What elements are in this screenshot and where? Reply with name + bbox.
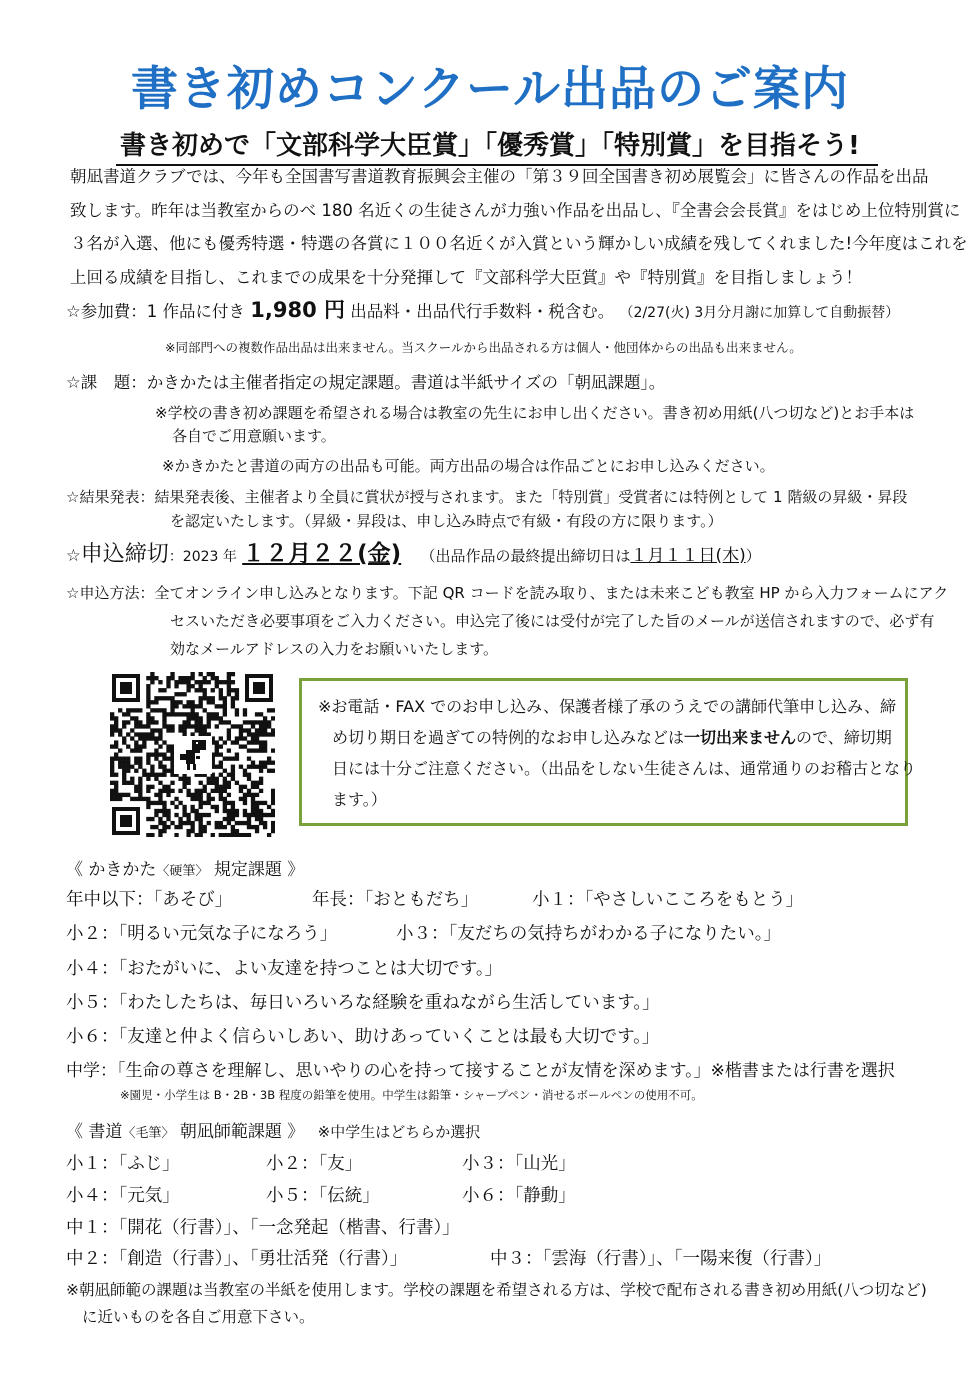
topic-text: かきかたは主催者指定の規定課題。書道は半紙サイズの「朝凪課題」。 bbox=[146, 373, 666, 392]
method-label: ☆申込方法： bbox=[66, 584, 155, 602]
result-label: ☆結果発表： bbox=[66, 488, 155, 506]
notice-line: ※お電話・FAX でのお申し込み、保護者様了承のうえでの講師代筆申し込み、締 bbox=[318, 697, 897, 716]
kakikata-item: 小６：「友達と仲よく信らいしあい、助けあっていくことは最も大切です。」 bbox=[66, 1027, 660, 1047]
kakikata-heading: 《 かきかた〈硬筆〉 規定課題 》 bbox=[66, 860, 305, 880]
kakikata-item: 小３：「友だちの気持ちがわかる子になりたい。」 bbox=[396, 924, 781, 944]
shodo-item: 中１：「開花（行書）」、「一念発起（楷書、行書）」 bbox=[66, 1218, 460, 1238]
shodo-row bbox=[66, 1243, 831, 1276]
shodo-item: 小４：「元気」 bbox=[66, 1186, 180, 1206]
shodo-item: 中２：「創造（行書）」、「勇壮活発（行書）」 bbox=[66, 1249, 408, 1269]
kakikata-note: ※園児・小学生は B・2B・3B 程度の鉛筆を使用。中学生は鉛筆・シャープペン・消せるボールペンの使用不可。 bbox=[120, 1088, 703, 1102]
fee-label: ☆参加費：1 作品に付き bbox=[66, 302, 246, 321]
topic-note: ※学校の書き初め課題を希望される場合は教室の先生にお申し出ください。書き初め用紙(八つ切など)とお手本は bbox=[155, 404, 915, 422]
deadline-year: ：2023 年 bbox=[168, 549, 237, 565]
kakikata-item: 年中以下：「あそび」 bbox=[66, 890, 233, 910]
kakikata-item: 年長：「おともだち」 bbox=[312, 890, 479, 910]
shodo-row bbox=[66, 1148, 576, 1181]
shodo-heading: 《 書道〈毛筆〉 朝凪師範課題 》 ※中学生はどちらか選択 bbox=[66, 1122, 481, 1142]
result-line2: を認定いたします。（昇級・昇段は、申し込み時点で有級・有段の方に限ります。） bbox=[170, 512, 723, 530]
kakikata-item: 中学：「生命の尊さを理解し、思いやりの心を持って接することが友情を深めます。」※楷書または行書を選択 bbox=[66, 1061, 895, 1081]
kakikata-item: 小２：「明るい元気な子になろう」 bbox=[66, 924, 338, 944]
deadline-note: （出品作品の最終提出締切日は１月１１日(木)） bbox=[420, 546, 761, 566]
topic-label: ☆課 題： bbox=[66, 373, 147, 392]
fee-note: （2/27(火) 3月分月謝に加算して自動振替） bbox=[619, 305, 900, 321]
notice-emphasis: 一切出来ません bbox=[684, 728, 797, 747]
shodo-heading-note: ※中学生はどちらか選択 bbox=[317, 1123, 481, 1141]
notice-line: め切り期日を過ぎての特例的なお申し込みなどは一切出来ませんので、締切期 bbox=[332, 728, 892, 747]
fee-line bbox=[66, 296, 899, 326]
method-line1: ☆申込方法：全てオンライン申し込みとなります。下記 QR コードを読み取り、または未来こども教室 HP から入力フォームにアク bbox=[66, 584, 949, 602]
shodo-note: ※朝凪師範の課題は当教室の半紙を使用します。学校の課題を希望される方は、学校で配布される書き初め用紙(八つ切など) bbox=[66, 1281, 927, 1299]
shodo-note-cont: に近いものを各自ご用意下さい。 bbox=[82, 1308, 315, 1326]
fee-amount: 1,980 円 bbox=[250, 298, 346, 322]
shodo-item: 小１：「ふじ」 bbox=[66, 1154, 180, 1174]
kakikata-item: 小５：「わたしたちは、毎日いろいろな経験を重ねながら生活しています。」 bbox=[66, 993, 660, 1013]
kakikata-item: 小１：「やさしいこころをもとう」 bbox=[532, 890, 804, 910]
kakikata-row bbox=[66, 918, 781, 951]
intro-line: ３名が入選、他にも優秀特選・特選の各賞に１００名近くが入賞という輝かしい成績を残してくれました!今年度はこれを bbox=[70, 234, 968, 253]
final-submit-date: １月１１日(木) bbox=[630, 546, 746, 566]
qr-code-icon[interactable] bbox=[110, 672, 275, 837]
notice-line: 日には十分ご注意ください。（出品をしない生徒さんは、通常通りのお稽古となり bbox=[332, 759, 917, 778]
topic-note-both: ※かきかたと書道の両方の出品も可能。両方出品の場合は作品ごとにお申し込みください。 bbox=[162, 457, 775, 475]
deadline-line bbox=[66, 540, 761, 570]
deadline-date: １２月２２(金) bbox=[242, 541, 402, 567]
kakikata-row bbox=[66, 884, 803, 917]
intro-line: 朝凪書道クラブでは、今年も全国書写書道教育振興会主催の「第３９回全国書き初め展覧会」に皆さんの作品を出品 bbox=[70, 167, 929, 186]
method-line2: セスいただき必要事項をご入力ください。申込完了後には受付が完了した旨のメールが送信されますので、必ず有 bbox=[170, 612, 935, 630]
kakikata-item: 小４：「おたがいに、よい友達を持つことは大切です。」 bbox=[66, 959, 503, 979]
notice-line: ます。） bbox=[332, 790, 387, 809]
intro-line: 上回る成績を目指し、これまでの成果を十分発揮して『文部科学大臣賞』や『特別賞』を目指しましょう！ bbox=[70, 268, 862, 287]
page-title: 書き初めコンクール出品のご案内 bbox=[130, 62, 850, 117]
fee-detail: 出品料・出品代行手数料・税含む。 bbox=[350, 302, 615, 321]
deadline-star: ☆ bbox=[66, 546, 81, 565]
shodo-item: 小６：「静動」 bbox=[462, 1186, 576, 1206]
result-line1 bbox=[66, 485, 907, 509]
intro-line: 致します。昨年は当教室からのべ 180 名近くの生徒さんが力強い作品を出品し、『全書会会長賞』をはじめ上位特別賞に bbox=[70, 201, 961, 220]
page-subtitle: 書き初めで「文部科学大臣賞」「優秀賞」「特別賞」を目指そう! bbox=[116, 125, 878, 166]
shodo-item: 小５：「伝統」 bbox=[266, 1186, 380, 1206]
result-text: 結果発表後、主催者より全員に賞状が授与されます。また「特別賞」受賞者には特例として 1 階級の昇級・昇段 bbox=[154, 488, 908, 506]
shodo-item: 小２：「友」 bbox=[266, 1154, 363, 1174]
method-line3: 効なメールアドレスの入力をお願いいたします。 bbox=[170, 640, 499, 658]
topic-note-cont: 各自でご用意願います。 bbox=[172, 427, 336, 445]
fee-sub-note: ※同部門への複数作品出品は出来ません。当スクールから出品される方は個人・他団体からの出品も出来ません。 bbox=[165, 340, 802, 355]
notice-box bbox=[299, 678, 917, 826]
shodo-row bbox=[66, 1180, 576, 1213]
shodo-item: 中３：「雲海（行書）」、「一陽来復（行書）」 bbox=[490, 1249, 832, 1269]
topic-line bbox=[66, 369, 665, 397]
deadline-label: 申込締切 bbox=[80, 542, 169, 567]
shodo-item: 小３：「山光」 bbox=[462, 1154, 576, 1174]
